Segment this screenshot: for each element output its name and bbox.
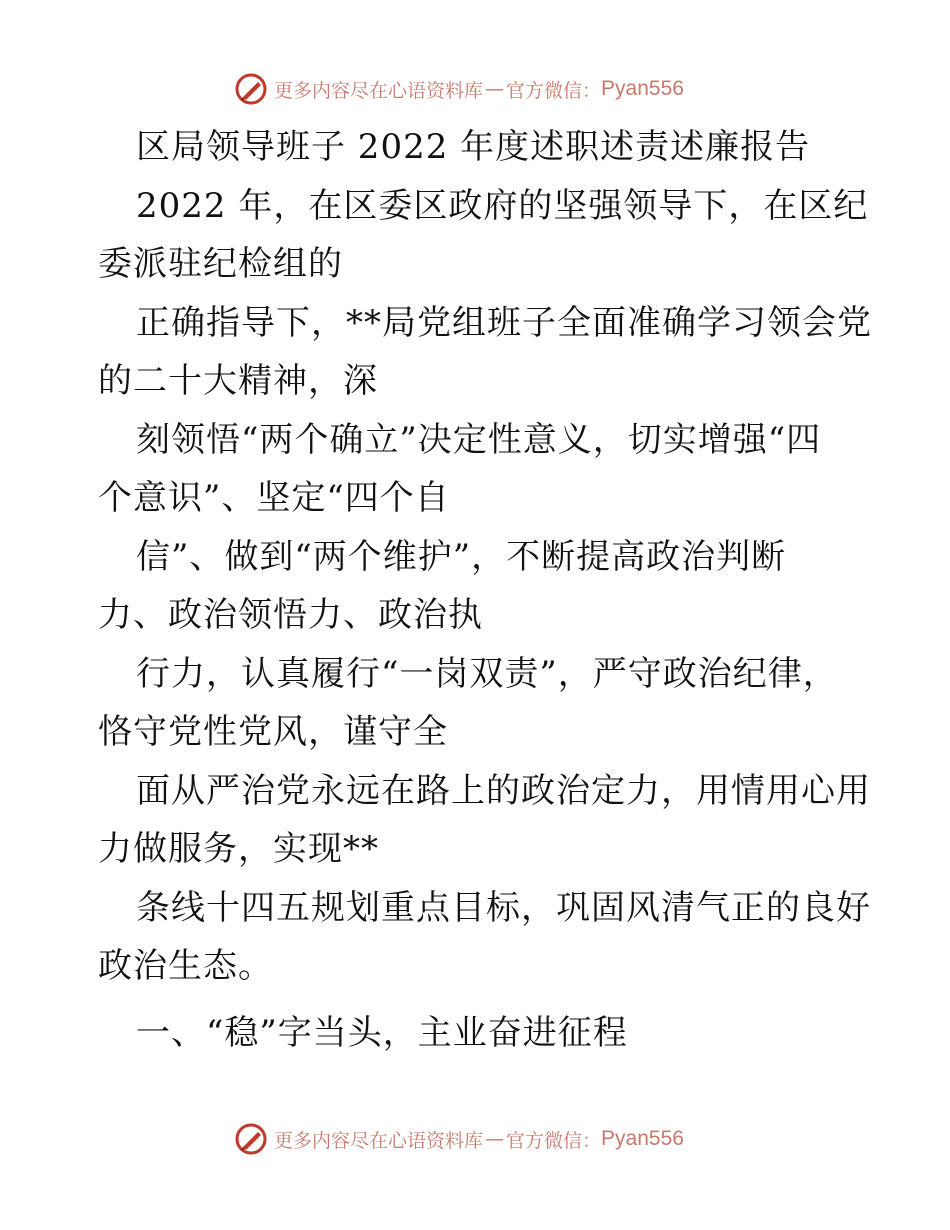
paragraph-line: 政治生态。: [98, 946, 273, 986]
watermark-wechat-label: 官方微信：: [506, 1129, 602, 1152]
watermark-footer: [234, 1122, 684, 1156]
watermark-header: [234, 72, 684, 106]
paragraph-line: 行力，认真履行“一岗双责”，严守政治纪律，: [136, 653, 838, 694]
paragraph-line: 正确指导下，**局党组班子全面准确学习领会党: [136, 302, 872, 343]
pen-logo-icon: [234, 72, 268, 106]
paragraph-line: 条线十四五规划重点目标，巩固风清气正的良好: [136, 887, 871, 928]
watermark-separator: —: [485, 78, 505, 100]
paragraph-line: 委派驻纪检组的: [98, 244, 343, 284]
section-heading: 一、“稳”字当头，主业奋进征程: [136, 1012, 628, 1053]
watermark-wechat-id: Pyan556: [601, 1127, 684, 1150]
watermark-site-text: 更多内容尽在心语资料库: [274, 79, 484, 102]
document-title: 区局领导班子 2022 年度述职述责述廉报告: [136, 127, 811, 167]
paragraph-line: 力做服务，实现**: [98, 829, 379, 869]
watermark-separator: —: [485, 1128, 505, 1150]
paragraph-line: 信”、做到“两个维护”，不断提高政治判断: [136, 536, 787, 577]
paragraph-line: 的二十大精神，深: [98, 361, 378, 401]
paragraph-line: 个意识”、坚定“四个自: [98, 478, 450, 518]
paragraph-line: 刻领悟“两个确立”决定性意义，切实增强“四: [136, 419, 822, 460]
paragraph-line: 力、政治领悟力、政治执: [98, 595, 483, 635]
paragraph-line: 2022 年，在区委区政府的坚强领导下，在区纪: [136, 185, 869, 226]
watermark-wechat-label: 官方微信：: [506, 79, 602, 102]
paragraph-line: 面从严治党永远在路上的政治定力，用情用心用: [136, 770, 871, 811]
document-body: [98, 118, 872, 1062]
watermark-wechat-id: Pyan556: [601, 77, 684, 100]
pen-logo-icon: [234, 1122, 268, 1156]
paragraph-line: 恪守党性党风，谨守全: [98, 712, 448, 752]
watermark-site-text: 更多内容尽在心语资料库: [274, 1129, 484, 1152]
